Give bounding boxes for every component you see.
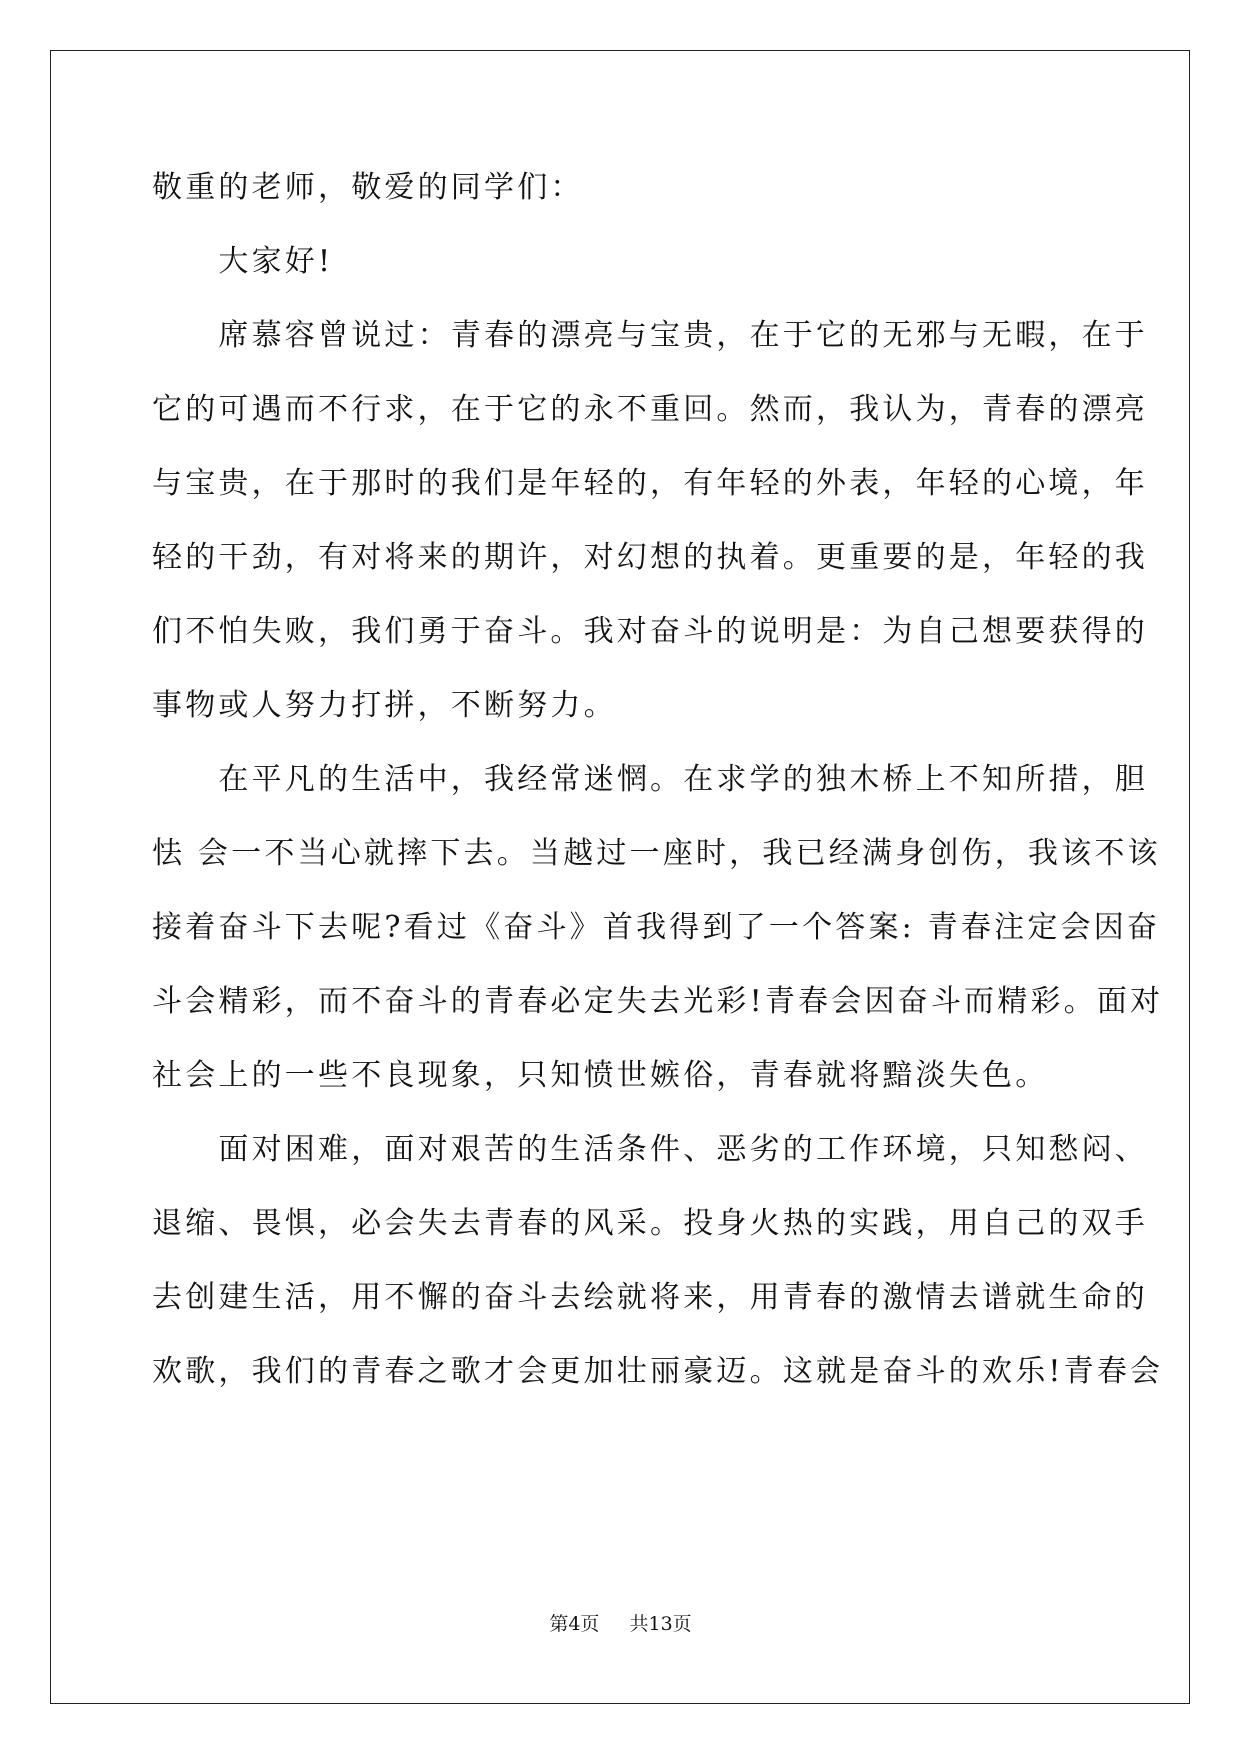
text-line: 面对困难，面对艰苦的生活条件、恶劣的工作环境，只知愁闷、	[152, 1132, 1148, 1167]
text-line: 去创建生活，用不懈的奋斗去绘就将来，用青春的激情去谱就生命的	[152, 1280, 1148, 1315]
text-line: 它的可遇而不行求，在于它的永不重回。然而，我认为，青春的漂亮	[152, 392, 1148, 427]
text-line: 与宝贵，在于那时的我们是年轻的，有年轻的外表，年轻的心境，年	[152, 466, 1148, 501]
text-line: 们不怕失败，我们勇于奋斗。我对奋斗的说明是：为自己想要获得的	[152, 614, 1148, 649]
text-line: 事物或人努力打拼，不断努力。	[152, 688, 617, 723]
text-line: 欢歌，我们的青春之歌才会更加壮丽豪迈。这就是奋斗的欢乐!青春会	[152, 1354, 1164, 1389]
page-number: 第4页	[549, 1613, 600, 1635]
text-line: 敬重的老师，敬爱的同学们：	[152, 170, 584, 205]
text-line: 在平凡的生活中，我经常迷惘。在求学的独木桥上不知所措，胆	[152, 762, 1148, 797]
text-line: 接着奋斗下去呢?看过《奋斗》首我得到了一个答案: 青春注定会因奋	[152, 910, 1161, 945]
text-line: 怯 会一不当心就摔下去。当越过一座时，我已经满身创伤，我该不该	[152, 836, 1161, 871]
text-line: 斗会精彩，而不奋斗的青春必定失去光彩!青春会因奋斗而精彩。面对	[152, 984, 1164, 1019]
page-footer	[0, 1612, 1241, 1636]
text-line: 席慕容曾说过：青春的漂亮与宝贵，在于它的无邪与无暇，在于	[152, 318, 1148, 353]
text-line: 轻的干劲，有对将来的期许，对幻想的执着。更重要的是，年轻的我	[152, 540, 1148, 575]
text-line: 退缩、畏惧，必会失去青春的风采。投身火热的实践，用自己的双手	[152, 1206, 1148, 1241]
text-line: 大家好!	[152, 244, 334, 279]
text-line: 社会上的一些不良现象，只知愤世嫉俗，青春就将黯淡失色。	[152, 1058, 1049, 1093]
page-border	[50, 50, 1190, 1704]
page-total: 共13页	[629, 1613, 692, 1635]
